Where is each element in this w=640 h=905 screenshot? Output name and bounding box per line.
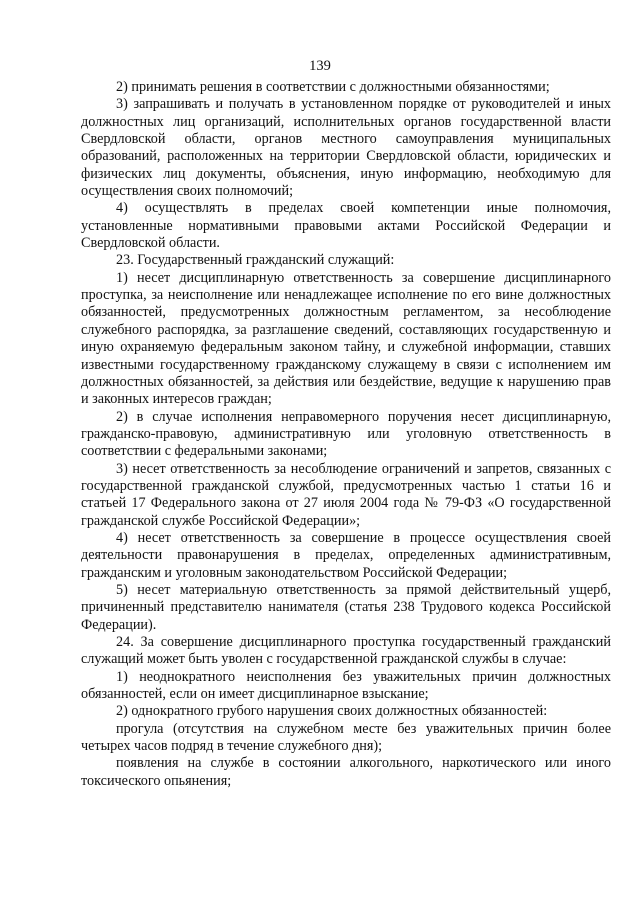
paragraph-24-1-repeated-failure: 1) неоднократного неисполнения без уважительных причин должностных обязанностей, если он имеет дисциплинарное взыскание; [81,668,611,703]
section-24-heading: 24. За совершение дисциплинарного проступка государственный гражданский служащий может быть уволен с государственной гражданской службы в случае: [81,634,611,668]
section-23-heading: 23. Государственный гражданский служащий: [116,252,395,269]
paragraph-intoxication: появления на службе в состоянии алкогольного, наркотического или иного токсического опьянения; [81,755,611,789]
document-body [81,79,611,790]
paragraph-23-4-offences: 4) несет ответственность за совершение в процессе осуществления своей деятельности правонарушения в пределах, определенных административным, гражданским и уголовным законодательством Российской Федерации; [81,529,611,581]
paragraph-23-5-material-liability: 5) несет материальную ответственность за прямой действительный ущерб, причиненный представителю нанимателя (статья 238 Трудового кодекса Российской Федерации). [81,581,611,633]
paragraph-23-2-unlawful-order: 2) в случае исполнения неправомерного поручения несет дисциплинарную, гражданско-правовую, административную или уголовную ответственность в соответствии с федеральными законами; [81,408,611,460]
paragraph-23-1-disciplinary-liability: 1) несет дисциплинарную ответственность за совершение дисциплинарного проступка, за неисполнение или ненадлежащее исполнение по его вине должностных обязанностей, предусмотренных должностным регламентом, за несоблюдение служебного распорядка, за разглашение сведений, составляющих государственную и иную охраняемую федеральным законом тайну, и служебной информации, ставших известными государственному гражданскому служащему в связи с исполнением им должностных обязанностей, за действия или бездействие, ведущие к нарушению прав и законных интересов граждан; [81,269,611,408]
paragraph-24-2-gross-violation: 2) однократного грубого нарушения своих должностных обязанностей: [116,703,548,720]
paragraph-absence-from-work: прогула (отсутствия на служебном месте без уважительных причин более четырех часов подряд в течение служебного дня); [81,720,611,755]
paragraph-2-decisions: 2) принимать решения в соответствии с должностными обязанностями; [116,79,550,95]
page-number: 139 [309,58,331,74]
paragraph-4-other-powers: 4) осуществлять в пределах своей компетенции иные полномочия, установленные нормативными правовыми актами Российской Федерации и Свердловской области. [81,200,611,252]
paragraph-23-3-restrictions: 3) несет ответственность за несоблюдение ограничений и запретов, связанных с государственной гражданской службой, предусмотренных частью 1 статьи 16 и статьей 17 Федерального закона от 27 июля 2004 года № 79-ФЗ «О государственной гражданской службе Российской Федерации»; [81,460,611,529]
paragraph-3-request-information: 3) запрашивать и получать в установленном порядке от руководителей и иных должностных лиц организаций, исполнительных органов государственной власти Свердловской области, органов местного самоуправления муниципальных образований, расположенных на территории Свердловской области, юридических и физических лиц документы, объяснения, иную информацию, необходимую для осуществления своих полномочий; [81,96,611,200]
